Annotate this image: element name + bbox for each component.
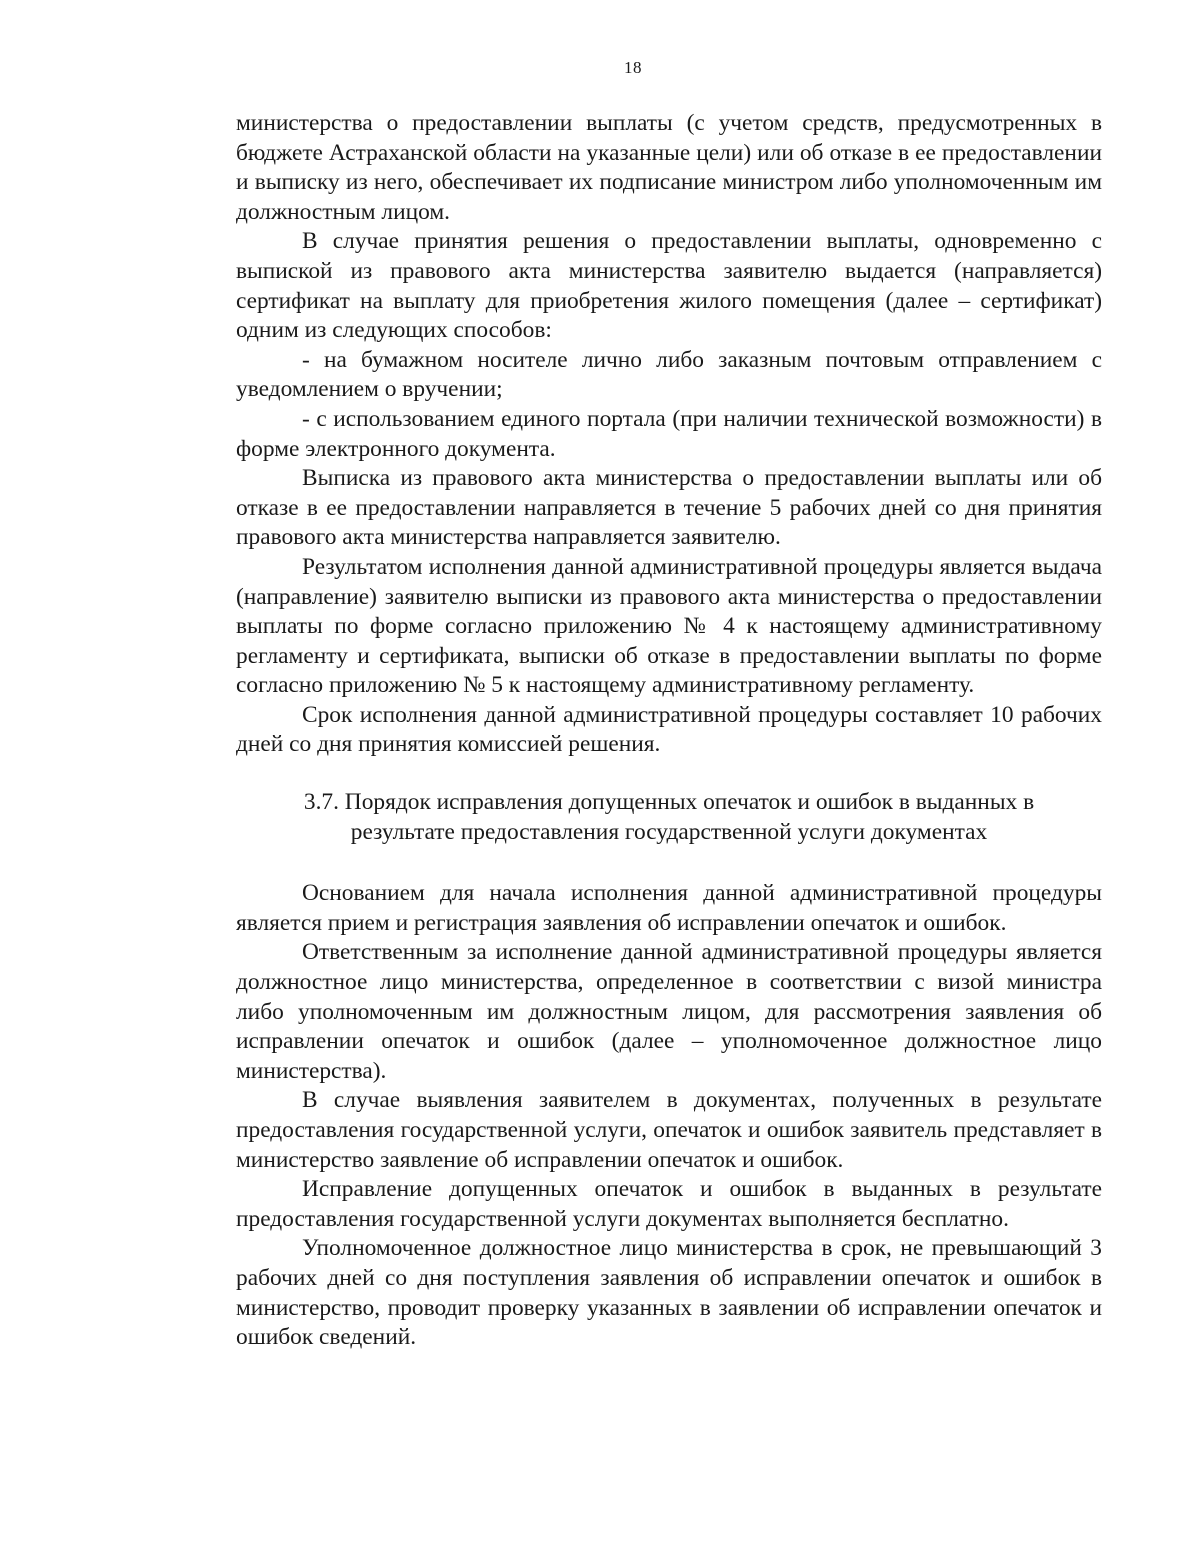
section-heading-line: 3.7. Порядок исправления допущенных опечаток и ошибок в выданных в — [303, 789, 1035, 816]
paragraph: Результатом исполнения данной административной процедуры является выдача (направление) заявителю выписки из правового акта министерства о предоставлении выплаты по форме согласно приложению № 4 к настоящему административному регламенту и сертификата, выписки об отказе в предоставлении выплаты по форме согласно приложению № 5 к настоящему административному регламенту. — [236, 553, 1102, 699]
paragraph: Выписка из правового акта министерства о предоставлении выплаты или об отказе в ее предоставлении направляется в течение 5 рабочих дней со дня принятия правового акта министерства направляется заявителю. — [236, 465, 1102, 551]
paragraph: Исправление допущенных опечаток и ошибок в выданных в результате предоставления государственной услуги документах выполняется бесплатно. — [236, 1176, 1102, 1232]
paragraph: Основанием для начала исполнения данной административной процедуры является прием и регистрация заявления об исправлении опечаток и ошибок. — [236, 880, 1102, 936]
document-body — [236, 109, 1102, 1353]
paragraph: Ответственным за исполнение данной административной процедуры является должностное лицо министерства, определенное в соответствии с визой министра либо уполномоченным им должностным лицом, для рассмотрения заявления об исправлении опечаток и ошибок (далее – уполномоченное должностное лицо министерства). — [236, 939, 1102, 1084]
page-number: 18 — [624, 58, 642, 77]
paragraph: министерства о предоставлении выплаты (с учетом средств, предусмотренных в бюджете Астраханской области на указанные цели) или об отказе в ее предоставлении и выписку из него, обеспечивает их подписание министром либо уполномоченным им должностным лицом. — [236, 110, 1102, 225]
paragraph: В случае выявления заявителем в документах, полученных в результате предоставления государственной услуги, опечаток и ошибок заявитель представляет в министерство заявление об исправлении опечаток и ошибок. — [236, 1087, 1102, 1173]
paragraph: В случае принятия решения о предоставлении выплаты, одновременно с выпиской из правового акта министерства заявителю выдается (направляется) сертификат на выплату для приобретения жилого помещения (далее – сертификат) одним из следующих способов: — [236, 228, 1102, 344]
section-heading-line: результате предоставления государственной услуги документах — [350, 818, 988, 845]
section-heading — [236, 788, 1102, 847]
paragraph: Срок исполнения данной административной процедуры составляет 10 рабочих дней со дня принятия комиссией решения. — [236, 701, 1102, 758]
list-item: - на бумажном носителе лично либо заказным почтовым отправлением с уведомлением о вручении; — [236, 346, 1102, 403]
paragraph: Уполномоченное должностное лицо министерства в срок, не превышающий 3 рабочих дней со дня поступления заявления об исправлении опечаток и ошибок в министерство, проводит проверку указанных в заявлении об исправлении опечаток и ошибок сведений. — [236, 1235, 1102, 1351]
list-item: - с использованием единого портала (при наличии технической возможности) в форме электронного документа. — [236, 405, 1102, 462]
